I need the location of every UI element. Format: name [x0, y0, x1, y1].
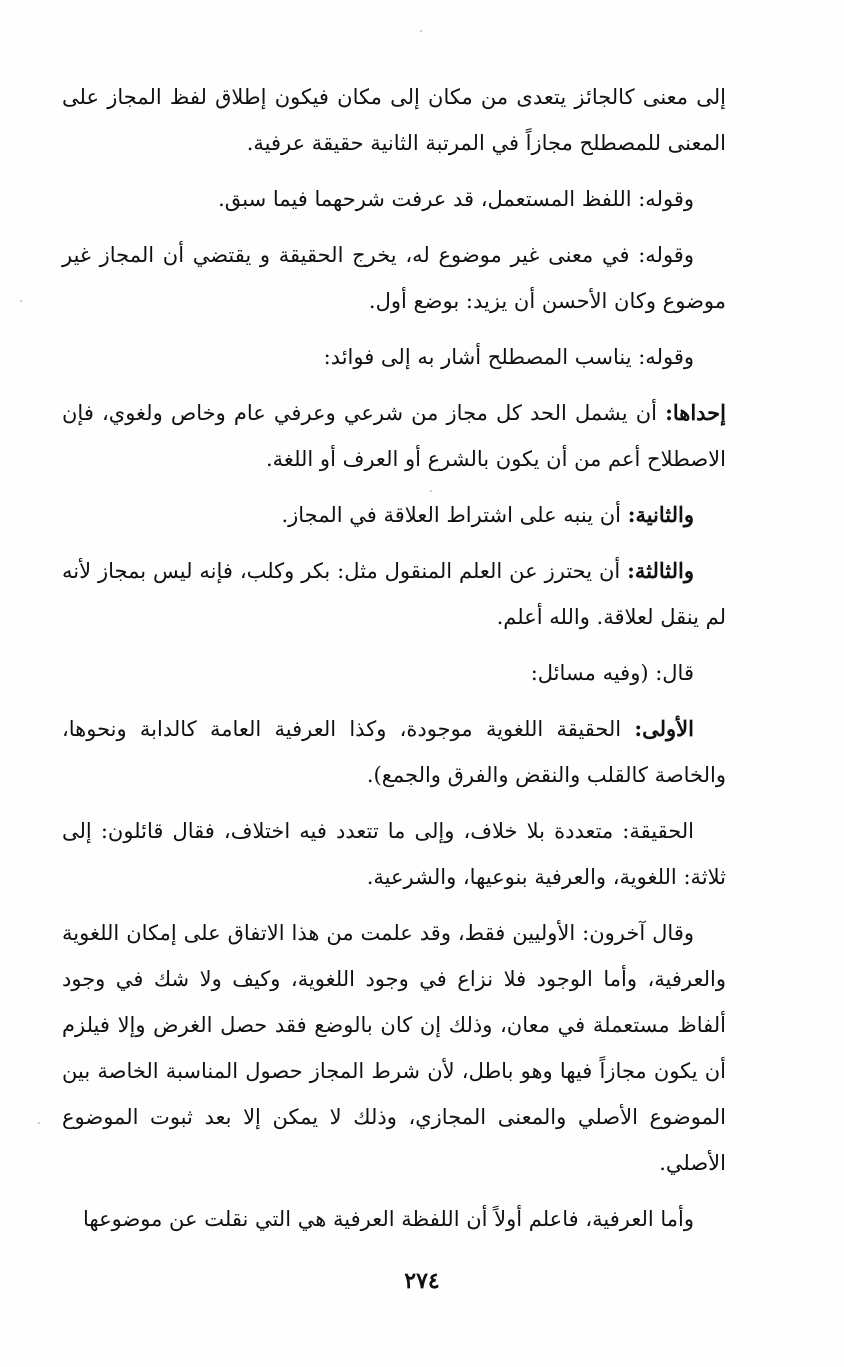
paragraph-12-text: وأما العرفية، فاعلم أولاً أن اللفظة العرفية هي التي نقلت عن موضوعها: [83, 1207, 694, 1231]
paragraph-6-lead: والثانية:: [627, 502, 694, 527]
paragraph-11-text: وقال آخرون: الأوليين فقط، وقد علمت من هذا الاتفاق على إمكان اللغوية والعرفية، وأما الوجود فلا نزاع في وجود اللغوية، وكيف ولا شك في وجود ألفاظ مستعملة في معان، وذلك إن كان بالوضع فقد حصل الغرض وإلا فيلزم أن يكون مجازاً فيها وهو باطل، لأن شرط المجاز حصول المناسبة الخاصة بين الموضوع الأصلي والمعنى المجازي، وذلك لا يمكن إلا بعد ثبوت الموضوع الأصلي.: [62, 921, 726, 1175]
scan-speck: [430, 490, 432, 492]
paragraph-8-text: قال: (وفيه مسائل:: [530, 661, 694, 685]
paragraph-10-text: الحقيقة: متعددة بلا خلاف، وإلى ما تتعدد فيه اختلاف، فقال قائلون: إلى ثلاثة: اللغوية، والعرفية بنوعيها، والشرعية.: [62, 819, 726, 889]
paragraph-6-text: أن ينبه على اشتراط العلاقة في المجاز.: [281, 503, 628, 527]
paragraph-5-lead: إحداها:: [665, 400, 726, 425]
paragraph-5: [62, 390, 726, 482]
page-number: ٢٧٤: [404, 1268, 440, 1294]
paragraph-7-lead: والثالثة:: [627, 558, 694, 583]
scan-speck: [38, 1122, 40, 1124]
paragraph-8: [62, 650, 726, 696]
paragraph-5-text: أن يشمل الحد كل مجاز من شرعي وعرفي عام وخاص ولغوي، فإن الاصطلاح أعم من أن يكون بالشرع أو العرف أو اللغة.: [62, 401, 726, 471]
paragraph-2: [62, 176, 726, 222]
paragraph-12: [62, 1196, 726, 1242]
scan-speck: [420, 30, 422, 32]
paragraph-7-text: أن يحترز عن العلم المنقول مثل: بكر وكلب، فإنه ليس بمجاز لأنه لم ينقل لعلاقة. والله أعلم.: [62, 559, 726, 629]
scan-speck: [20, 300, 22, 302]
paragraph-11: [62, 910, 726, 1186]
paragraph-10: [62, 808, 726, 900]
paragraph-4: [62, 334, 726, 380]
paragraph-9-text: الحقيقة اللغوية موجودة، وكذا العرفية العامة كالدابة ونحوها، والخاصة كالقلب والنقض والفرق والجمع).: [62, 717, 726, 787]
paragraph-2-text: وقوله: اللفظ المستعمل، قد عرفت شرحهما فيما سبق.: [218, 187, 694, 211]
paragraph-7: [62, 548, 726, 640]
paragraph-6: [62, 492, 726, 538]
paragraph-1: [62, 74, 726, 166]
paragraph-4-text: وقوله: يناسب المصطلح أشار به إلى فوائد:: [323, 345, 694, 369]
paragraph-3: [62, 232, 726, 324]
paragraph-9-lead: الأولى:: [634, 716, 694, 741]
page-body: [62, 74, 726, 1252]
paragraph-1-text: إلى معنى كالجائز يتعدى من مكان إلى مكان فيكون إطلاق لفظ المجاز على المعنى للمصطلح مجازاً في المرتبة الثانية حقيقة عرفية.: [62, 85, 726, 155]
paragraph-9: [62, 706, 726, 798]
paragraph-3-text: وقوله: في معنى غير موضوع له، يخرج الحقيقة و يقتضي أن المجاز غير موضوع وكان الأحسن أن يزيد: بوضع أول.: [62, 243, 726, 313]
